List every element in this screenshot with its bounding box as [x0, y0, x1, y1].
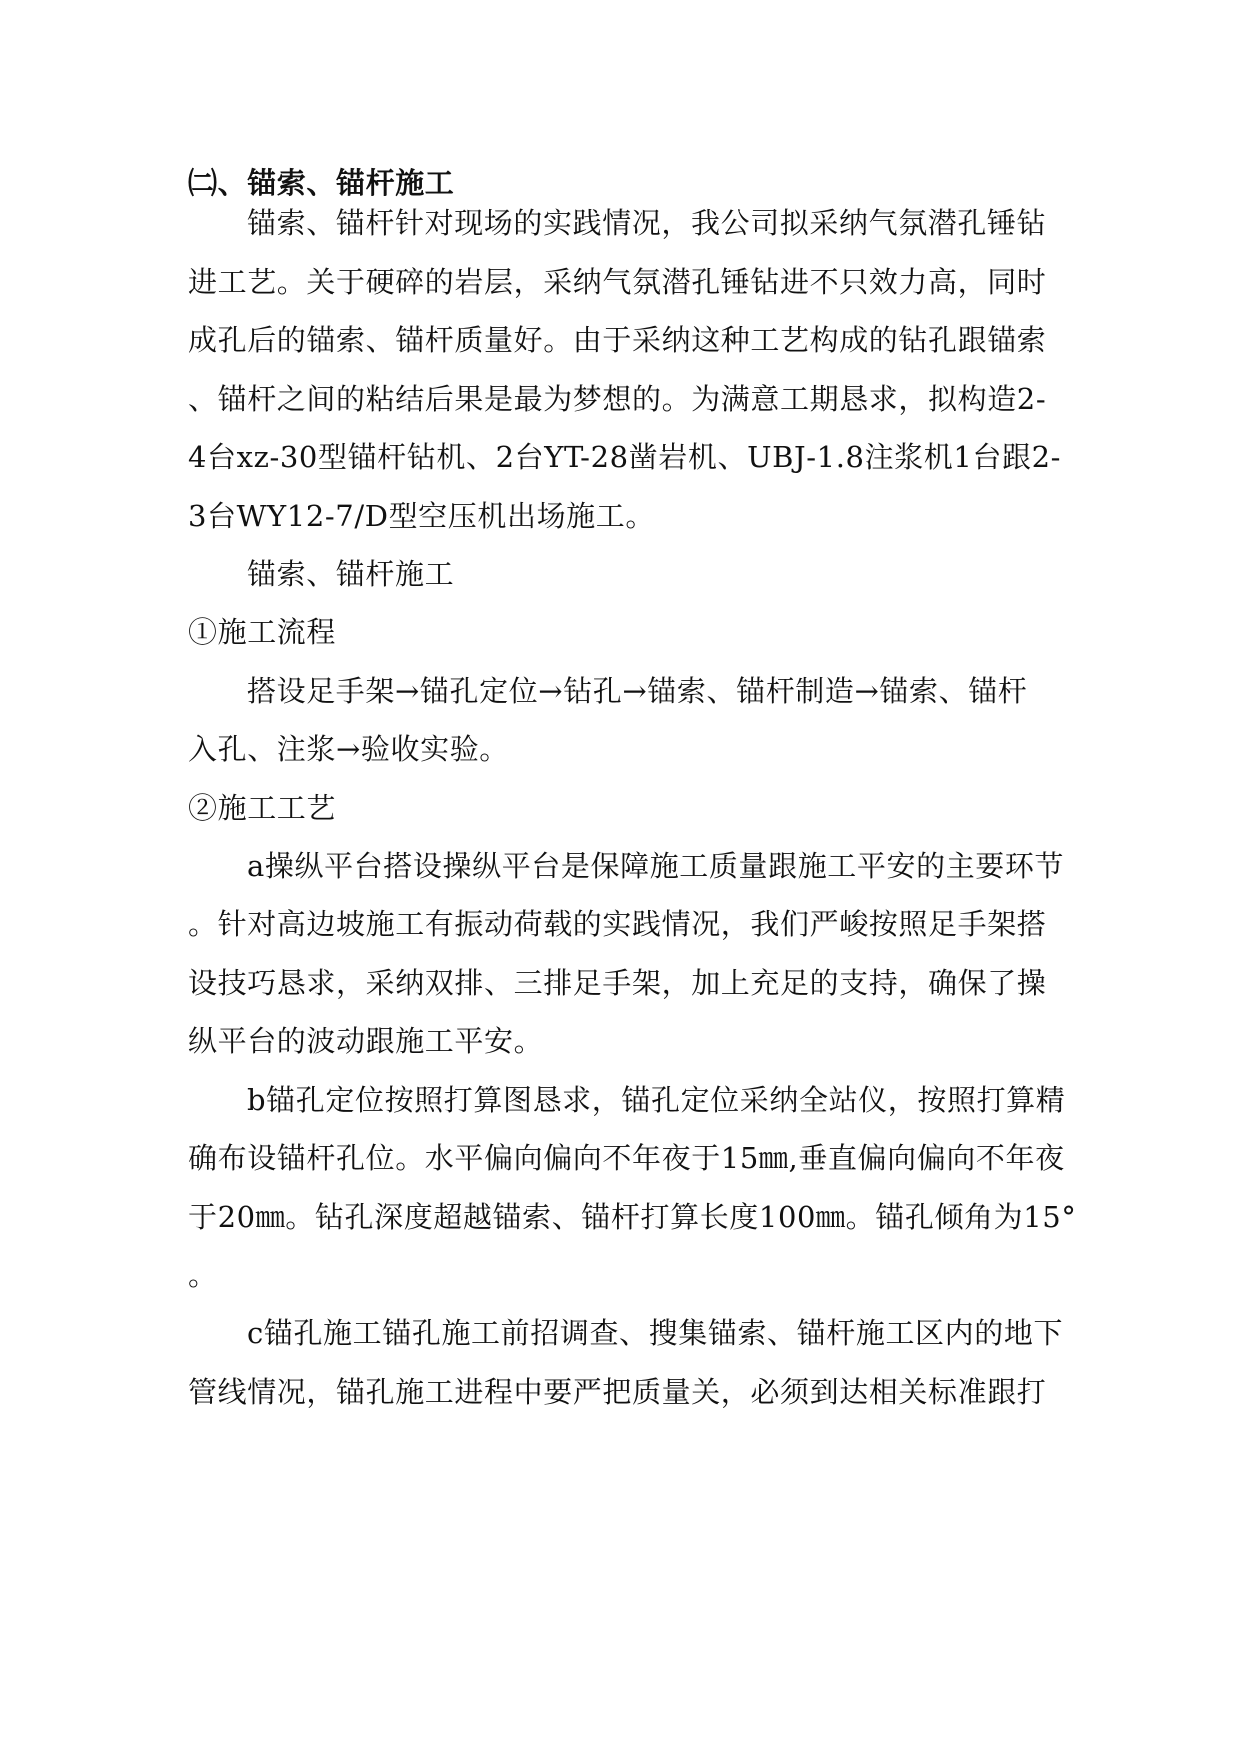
paragraph-line: 锚索、锚杆针对现场的实践情况，我公司拟采纳气氛潜孔锤钻 [247, 206, 1047, 240]
paragraph-line: 设技巧恳求，采纳双排、三排足手架，加上充足的支持，确保了操 [188, 966, 1047, 1000]
paragraph-line: 。 [188, 1258, 218, 1292]
step-title: ②施工工艺 [188, 791, 337, 825]
paragraph-line: 纵平台的波动跟施工平安。 [188, 1024, 544, 1058]
flow-line: 搭设足手架→锚孔定位→钻孔→锚索、锚杆制造→锚索、锚杆 [247, 674, 1028, 708]
subheading: 锚索、锚杆施工 [247, 557, 455, 591]
paragraph-line: c锚孔施工锚孔施工前招调查、搜集锚索、锚杆施工区内的地下 [247, 1316, 1064, 1350]
paragraph-line: 、锚杆之间的粘结后果是最为梦想的。为满意工期恳求，拟构造2- [188, 382, 1047, 416]
paragraph-line: a操纵平台搭设操纵平台是保障施工质量跟施工平安的主要环节 [247, 849, 1065, 883]
paragraph-line: 进工艺。关于硬碎的岩层，采纳气氛潜孔锤钻进不只效力高，同时 [188, 265, 1047, 299]
paragraph-line: 。针对高边坡施工有振动荷载的实践情况，我们严峻按照足手架搭 [188, 907, 1047, 941]
paragraph-line: b锚孔定位按照打算图恳求，锚孔定位采纳全站仪，按照打算精 [247, 1083, 1066, 1117]
step-title: ①施工流程 [188, 615, 337, 649]
paragraph-line: 4台xz-30型锚杆钻机、2台YT-28凿岩机、UBJ-1.8注浆机1台跟2- [188, 440, 1062, 474]
paragraph-line: 3台WY12-7/D型空压机出场施工。 [188, 499, 655, 533]
section-heading: ㈡、锚索、锚杆施工 [188, 166, 455, 200]
paragraph-line: 成孔后的锚索、锚杆质量好。由于采纳这种工艺构成的钻孔跟锚索 [188, 323, 1047, 357]
flow-line: 入孔、注浆→验收实验。 [188, 732, 509, 766]
paragraph-line: 确布设锚杆孔位。水平偏向偏向不年夜于15㎜,垂直偏向偏向不年夜 [188, 1141, 1065, 1175]
paragraph-line: 于20㎜。钻孔深度超越锚索、锚杆打算长度100㎜。锚孔倾角为15° [188, 1200, 1077, 1234]
paragraph-line: 管线情况，锚孔施工进程中要严把质量关，必须到达相关标准跟打 [188, 1375, 1047, 1409]
